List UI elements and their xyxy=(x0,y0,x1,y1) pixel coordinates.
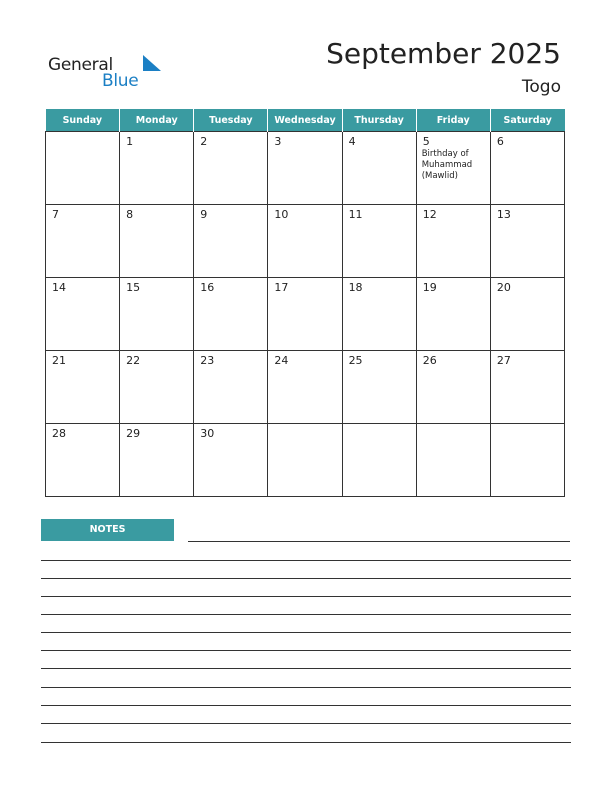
day-cell xyxy=(194,278,268,351)
day-cell xyxy=(194,424,268,497)
weekday-header-sunday: Sunday xyxy=(46,109,120,132)
day-cell xyxy=(194,205,268,278)
note-line xyxy=(41,742,571,743)
weekday-header-friday: Friday xyxy=(416,109,490,132)
day-number: 20 xyxy=(496,281,511,294)
day-number: 15 xyxy=(126,281,141,294)
day-cell xyxy=(268,205,342,278)
note-line xyxy=(41,632,571,633)
day-number: 3 xyxy=(274,135,282,148)
note-line xyxy=(41,596,571,597)
day-cell xyxy=(120,205,194,278)
day-number: 10 xyxy=(274,208,289,221)
note-line xyxy=(41,723,571,724)
weekday-header-thursday: Thursday xyxy=(342,109,416,132)
day-number: 8 xyxy=(126,208,134,221)
weekday-header-monday: Monday xyxy=(120,109,194,132)
day-cell xyxy=(416,351,490,424)
day-cell xyxy=(120,278,194,351)
generalblue-logo xyxy=(48,52,158,94)
notes-header: NOTES xyxy=(41,519,174,541)
day-number: 13 xyxy=(496,208,511,221)
holiday-event: Birthday of Muhammad (Mawlid) xyxy=(421,149,473,181)
week-row xyxy=(46,424,565,497)
day-number: 5 xyxy=(422,135,430,148)
day-number: 14 xyxy=(52,281,66,294)
day-cell xyxy=(120,351,194,424)
day-number: 17 xyxy=(274,281,289,294)
day-number: 28 xyxy=(52,427,66,440)
calendar-body xyxy=(46,132,565,497)
day-cell xyxy=(490,351,564,424)
day-cell xyxy=(46,278,120,351)
logo-triangle-icon xyxy=(143,55,161,71)
day-number: 2 xyxy=(200,135,208,148)
day-number: 22 xyxy=(126,354,141,367)
day-number: 18 xyxy=(348,281,363,294)
logo-text-general: General xyxy=(48,55,113,75)
day-cell xyxy=(268,351,342,424)
day-number: 23 xyxy=(200,354,215,367)
weekday-header-saturday: Saturday xyxy=(490,109,564,132)
calendar-grid xyxy=(45,109,565,498)
day-number: 9 xyxy=(200,208,208,221)
day-cell xyxy=(194,351,268,424)
day-number: 27 xyxy=(496,354,511,367)
weekday-header-row xyxy=(46,109,565,132)
note-line xyxy=(41,578,571,579)
day-cell xyxy=(342,132,416,205)
day-number: 30 xyxy=(200,427,215,440)
note-line xyxy=(41,668,571,669)
day-cell xyxy=(268,424,342,497)
day-number: 24 xyxy=(274,354,289,367)
weekday-header-wednesday: Wednesday xyxy=(268,109,342,132)
weekday-header-tuesday: Tuesday xyxy=(194,109,268,132)
day-cell xyxy=(46,424,120,497)
note-line xyxy=(188,541,570,542)
day-number: 6 xyxy=(496,135,504,148)
day-cell xyxy=(490,278,564,351)
day-cell xyxy=(490,132,564,205)
day-cell xyxy=(46,132,120,205)
day-number: 7 xyxy=(52,208,59,221)
day-cell xyxy=(194,132,268,205)
day-number: 25 xyxy=(348,354,363,367)
day-number: 26 xyxy=(422,354,437,367)
note-line xyxy=(41,560,571,561)
day-cell xyxy=(416,132,490,205)
day-cell xyxy=(46,351,120,424)
day-number: 29 xyxy=(126,427,141,440)
day-cell xyxy=(120,424,194,497)
week-row xyxy=(46,132,565,205)
day-cell xyxy=(342,278,416,351)
day-cell xyxy=(342,351,416,424)
day-cell xyxy=(416,278,490,351)
day-number: 12 xyxy=(422,208,437,221)
day-number: 4 xyxy=(348,135,356,148)
day-number: 11 xyxy=(348,208,363,221)
day-number: 1 xyxy=(126,135,134,148)
logo-text-blue: Blue xyxy=(102,71,139,91)
day-cell xyxy=(416,205,490,278)
day-cell xyxy=(268,278,342,351)
week-row xyxy=(46,205,565,278)
day-number: 21 xyxy=(52,354,66,367)
day-cell xyxy=(268,132,342,205)
day-number: 19 xyxy=(422,281,437,294)
week-row xyxy=(46,278,565,351)
day-cell xyxy=(490,424,564,497)
day-cell xyxy=(416,424,490,497)
day-cell xyxy=(46,205,120,278)
note-line xyxy=(41,687,571,688)
day-cell xyxy=(342,424,416,497)
note-line xyxy=(41,614,571,615)
week-row xyxy=(46,351,565,424)
day-cell xyxy=(490,205,564,278)
page-title: September 2025 xyxy=(326,37,561,70)
day-cell xyxy=(120,132,194,205)
day-cell xyxy=(342,205,416,278)
day-number: 16 xyxy=(200,281,215,294)
note-line xyxy=(41,650,571,651)
country-name: Togo xyxy=(521,77,561,97)
note-line xyxy=(41,705,571,706)
calendar-table xyxy=(45,109,565,497)
